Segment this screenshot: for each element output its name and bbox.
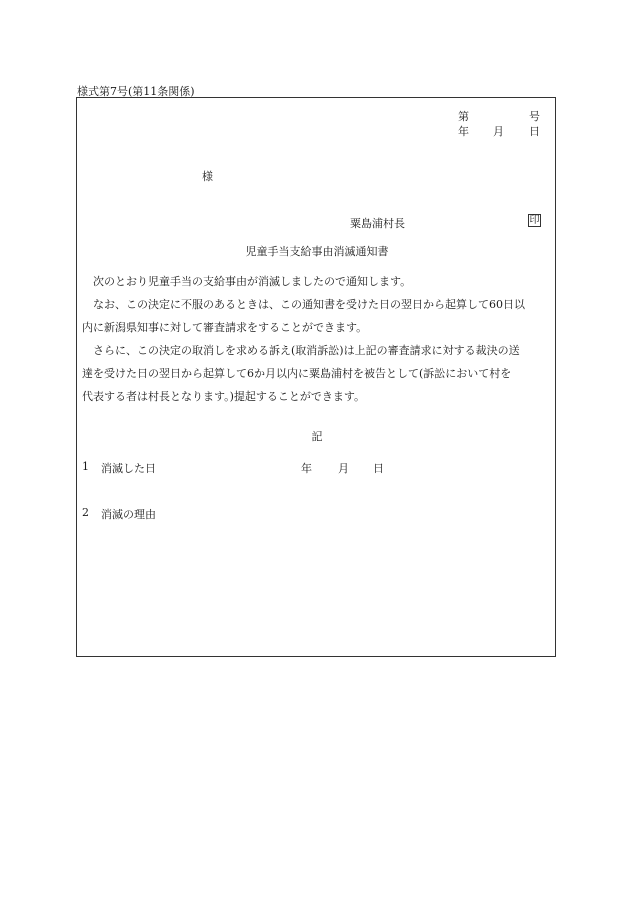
ki-heading: 記: [311, 430, 323, 443]
notice-frame: [76, 97, 556, 657]
seal-icon: 印: [529, 215, 540, 226]
body-text: [82, 270, 552, 408]
date-month-label: 月: [493, 125, 504, 138]
item-2-number: 2: [82, 506, 89, 519]
paragraph-3-line-1: さらに、この決定の取消しを求める訴え(取消訴訟)は上記の審査請求に対する裁決の送: [93, 344, 520, 357]
item-1-label: 消滅した日: [101, 462, 156, 475]
item-1-day-label: 日: [373, 462, 384, 475]
item-2-label: 消滅の理由: [101, 508, 156, 521]
addressee-suffix: 様: [202, 170, 213, 183]
paragraph-3-line-3: 代表する者は村長となります。)提起することができます。: [82, 390, 366, 403]
paragraph-2-line-1: なお、この決定に不服のあるときは、この通知書を受けた日の翌日から起算して60日以: [93, 298, 525, 311]
item-1-number: 1: [82, 460, 89, 473]
paragraph-2-line-2: 内に新潟県知事に対して審査請求をすることができます。: [82, 321, 368, 334]
number-suffix: 号: [529, 110, 540, 123]
issuer-name: 粟島浦村長: [350, 217, 405, 230]
paragraph-3-line-2: 達を受けた日の翌日から起算して6か月以内に粟島浦村を被告として(訴訟において村を: [82, 367, 512, 380]
paragraph-1: 次のとおり児童手当の支給事由が消滅しましたので通知します。: [93, 275, 412, 288]
item-1-month-label: 月: [338, 462, 349, 475]
date-year-label: 年: [458, 125, 469, 138]
number-prefix: 第: [458, 110, 469, 123]
date-day-label: 日: [529, 125, 540, 138]
document-title: 児童手当支給事由消滅通知書: [245, 245, 389, 258]
form-number-label: 様式第7号(第11条関係): [77, 85, 195, 98]
item-1-year-label: 年: [301, 462, 312, 475]
